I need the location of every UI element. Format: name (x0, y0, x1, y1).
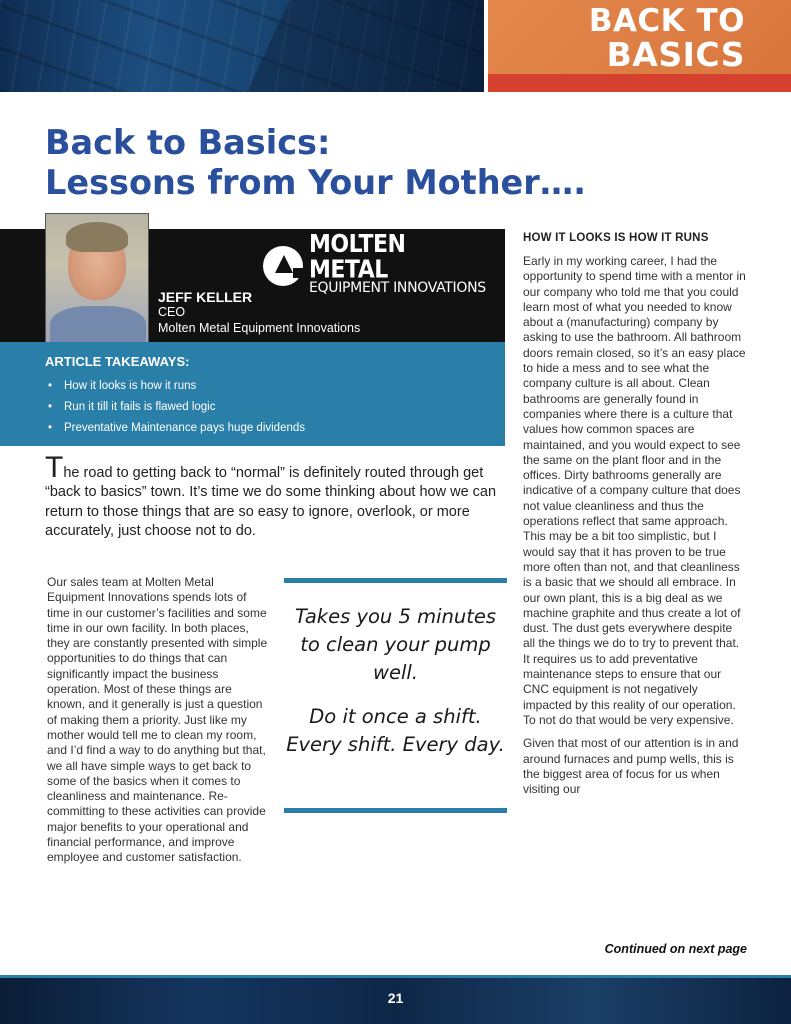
takeaway-item: • Preventative Maintenance pays huge dividends (48, 418, 305, 439)
takeaways-list (48, 376, 305, 439)
section-tag-line2: BASICS (606, 35, 745, 74)
pull-quote-line2: Do it once a shift. Every shift. Every day. (286, 705, 505, 756)
author-name: JEFF KELLER (158, 289, 253, 305)
article-title (45, 123, 645, 203)
section-tag (488, 0, 791, 74)
article-title-line1: Back to Basics: (45, 123, 331, 162)
logo-wordmark (309, 230, 488, 296)
pull-quote-rule-top (284, 578, 507, 583)
logo-line2: EQUIPMENT INNOVATIONS (309, 280, 486, 296)
pull-quote-line1: Takes you 5 minutes to clean your pump well. (294, 605, 497, 684)
logo-mark-icon (263, 246, 303, 286)
drop-cap: T (45, 451, 64, 484)
intro-text: he road to getting back to “normal” is definitely routed through get “back to basics” town. It’s time we do some thinking about how we can return to those things that are so easy to ignore, overlook, or more accurately, just choose not to do. (45, 465, 497, 539)
body-right-column (523, 254, 747, 797)
photo-shirt (50, 306, 146, 344)
author-company: Molten Metal Equipment Innovations (158, 321, 361, 335)
takeaways-box (0, 342, 505, 446)
header-banner (0, 0, 791, 92)
body-paragraph: Given that most of our attention is in and around furnaces and pump wells, this is the biggest area of focus for us when visiting our (523, 736, 739, 797)
intro-paragraph (45, 451, 505, 541)
author-role: CEO (158, 305, 186, 319)
page-footer (0, 975, 791, 1024)
takeaway-item: • How it looks is how it runs (48, 376, 305, 397)
continued-note: Continued on next page (604, 942, 747, 956)
article-title-line2: Lessons from Your Mother…. (45, 163, 587, 202)
logo-line1: MOLTEN METAL (309, 230, 406, 285)
section-heading: HOW IT LOOKS IS HOW IT RUNS (523, 232, 709, 244)
takeaway-item: • Run it till it fails is flawed logic (48, 397, 305, 418)
section-tag-stripe (488, 74, 791, 92)
page-number: 21 (387, 990, 404, 1006)
pull-quote-rule-bottom (284, 808, 507, 813)
photo-hair (66, 222, 128, 252)
body-paragraph: Early in my working career, I had the opportunity to spend time with a mentor in our company who told me that you could learn most of what you needed to know about a (manufacturing) company by asking to use the bathroom. All bathroom doors remain closed, so it’s an easy place to hide a mess and to see what the company culture is all about. Clean bathrooms are generally found in companies where there is a culture that values how common spaces are maintained, and you would expect to see the same on the plant floor and in the offices. Dirty bathrooms generally are indicative of a company culture that does not value cleanliness and thus the operations reflect that same approach. This may be a bit too simplistic, but I would say that it has proven to be true more often than not, and that cleanliness is a basic that we should all embrace. In our own plant, this is a big deal as we machine graphite and thus create a lot of dust. The dust gets everywhere despite all the things we do to try to prevent that. It requires us to add preventative maintenance steps to ensure that our CNC equipment is not negatively impacted by this reality of our operation. To not do that would be very expensive. (523, 254, 746, 727)
body-left-column: Our sales team at Molten Metal Equipment Innovations spends lots of time in our customer’s facilities and some time in our own facility. In both places, they are constantly presented with simple opportunities to do things that can significantly impact the business operation. Most of these things are known, and it generally is just a question of making them a priority. Just like my mother would tell me to clean my room, and I’d find a way to do anything but that, we all have simple ways to get back to some of the basics when it comes to cleanliness and maintenance. Re-committing to these activities can provide major benefits to your operational and financial performance, and improve employee and customer satisfaction. (47, 575, 268, 865)
section-tag-text (545, 3, 745, 74)
pull-quote (284, 603, 507, 759)
section-tag-line1: BACK TO (588, 3, 745, 39)
banner-photo (0, 0, 484, 92)
takeaways-title: ARTICLE TAKEAWAYS: (45, 354, 190, 369)
author-photo (45, 213, 149, 344)
company-logo (263, 230, 488, 296)
